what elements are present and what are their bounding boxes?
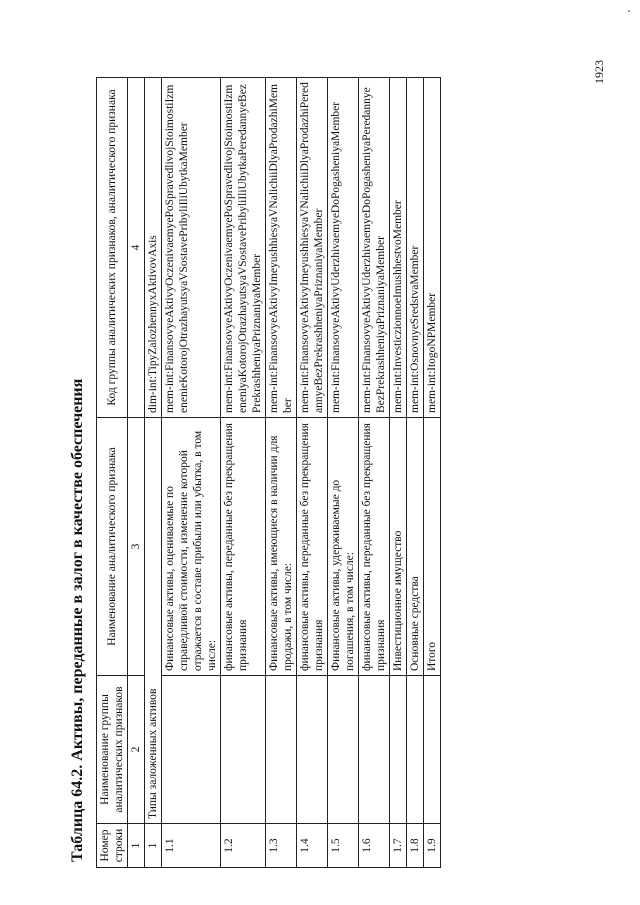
group-name [407,676,424,824]
table-row [359,78,390,868]
feature-code: mem-int:InvesticzionnoeImushhestvoMember [390,78,407,418]
feature-name: Инвестиционное имущество [390,418,407,676]
header-group-name: Наименование группы аналитических признаков [97,676,128,824]
table-row [424,78,441,868]
row-number: 1.3 [266,824,297,868]
column-number: 3 [128,418,145,676]
row-number: 1.6 [359,824,390,868]
row-number: 1.4 [297,824,328,868]
feature-code: mem-int:FinansovyeAktivyUderzhivaemyeDoPogasheniyaPeredannyeBezPrekrashheniyaPriznaniyaMember [359,78,390,418]
group-name [390,676,407,824]
header-code: Код группы аналитических признаков, аналитического признака [97,78,128,418]
table-title: Таблица 64.2. Активы, переданные в залог в качестве обеспечения [69,378,86,862]
group-name [221,676,266,824]
feature-name: финансовые активы, переданные без прекращения признания [359,418,390,676]
page-number: 1923 [592,60,606,84]
table-row [145,78,162,868]
feature-code: mem-int:FinansovyeAktivyImeyushhiesyaVNalichiiDlyaProdazhiMember [266,78,297,418]
column-number: 1 [128,824,145,868]
feature-name: Финансовые активы, оцениваемые по справедливой стоимости, изменение которой отражается в составе прибыли или убытка, в том числе: [162,418,221,676]
feature-code: mem-int:FinansovyeAktivyOczenivaemyePoSpravedlivojStoimostiIzmeneniyaKotorojOtrazhayutsyaVSostavePribyliIliUbytkaPeredannyeBezPrekrashheniyaPriznaniyaMember [221,78,266,418]
table-row [297,78,328,868]
table-row [407,78,424,868]
row-number: 1.8 [407,824,424,868]
row-number: 1.5 [328,824,359,868]
row-number: 1.7 [390,824,407,868]
feature-code: mem-int:OsnovnyeSredstvaMember [407,78,424,418]
group-name [424,676,441,824]
table-row [162,78,221,868]
group-name [328,676,359,824]
table-row [266,78,297,868]
scan-speck [628,10,630,12]
header-row [97,78,128,868]
rotated-page-content [68,68,568,868]
column-number: 2 [128,676,145,824]
feature-name: Итого [424,418,441,676]
feature-code: dim-int:TipyZalozhennyxAktivovAxis [145,78,162,418]
feature-name: Основные средства [407,418,424,676]
row-number: 1.9 [424,824,441,868]
group-name [297,676,328,824]
feature-code: mem-int:FinansovyeAktivyOczenivaemyePoSpravedlivojStoimostiIzmenenieKotorojOtrazhayutsyaVSostavePribyliIliUbytkaMember [162,78,221,418]
group-name [266,676,297,824]
column-number: 4 [128,78,145,418]
row-number: 1.2 [221,824,266,868]
table-row [390,78,407,868]
column-number-row [128,78,145,868]
row-number: 1.1 [162,824,221,868]
group-name [162,676,221,824]
group-name: Типы заложенных активов [145,418,162,824]
table-row [328,78,359,868]
feature-code: mem-int:FinansovyeAktivyUderzhivaemyeDoPogasheniyaMember [328,78,359,418]
feature-name: финансовые активы, переданные без прекращения признания [221,418,266,676]
table-row [221,78,266,868]
feature-name: Финансовые активы, имеющиеся в наличии для продажи, в том числе: [266,418,297,676]
feature-name: Финансовые активы, удерживаемые до погашения, в том числе: [328,418,359,676]
feature-name: финансовые активы, переданные без прекращения признания [297,418,328,676]
header-feature-name: Наименование аналитического признака [97,418,128,676]
header-row-number: Номер строки [97,824,128,868]
analytic-features-table [96,77,441,868]
feature-code: mem-int:ItogoNPMember [424,78,441,418]
group-name [359,676,390,824]
feature-code: mem-int:FinansovyeAktivyImeyushhiesyaVNalichiiDlyaProdazhiPeredannyeBezPrekrashheniyaPriznaniyaMember [297,78,328,418]
row-number: 1 [145,824,162,868]
